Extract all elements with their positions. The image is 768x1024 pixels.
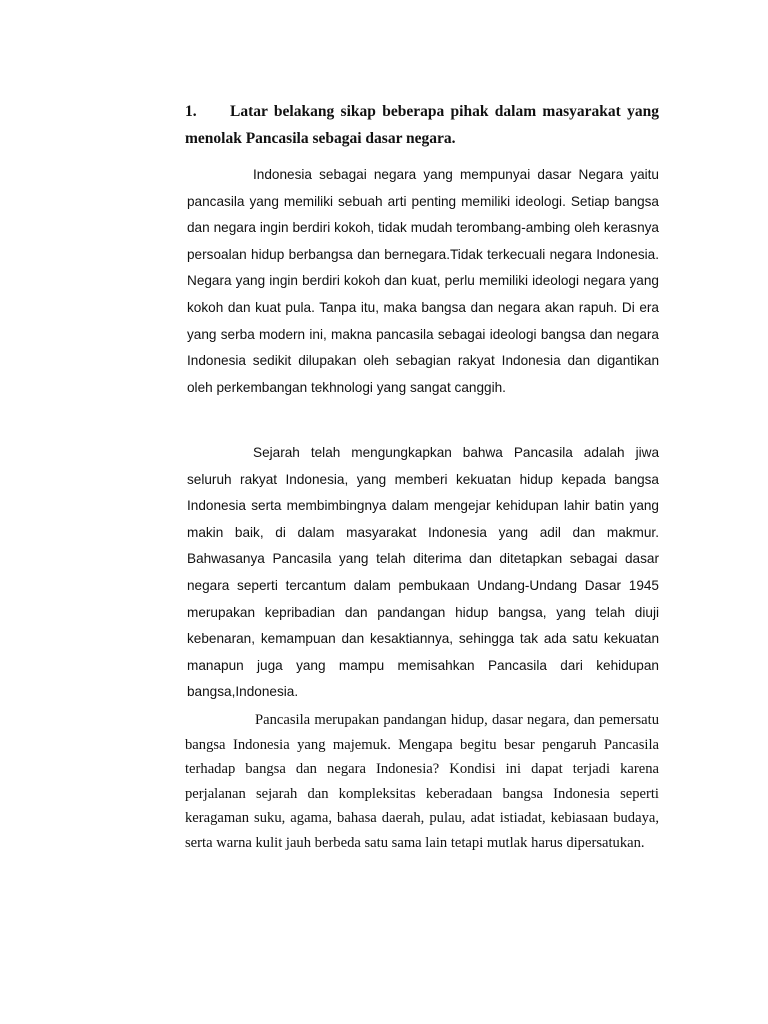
heading-text: Latar belakang sikap beberapa pihak dalam masyarakat yang menolak Pancasila sebagai dasar negara. [185, 103, 659, 147]
heading-number: 1. [185, 103, 197, 120]
paragraph-ideology: Indonesia sebagai negara yang mempunyai dasar Negara yaitu pancasila yang memiliki sebuah arti penting memiliki ideologi. Setiap bangsa dan negara ingin berdiri kokoh, tidak mudah terombang-ambing oleh kerasnya persoalan hidup berbangsa dan bernegara.Tidak terkecuali negara Indonesia. Negara yang ingin berdiri kokoh dan kuat, perlu memiliki ideologi negara yang kokoh dan kuat pula. Tanpa itu, maka bangsa dan negara akan rapuh. Di era yang serba modern ini, makna pancasila sebagai ideologi bangsa dan negara Indonesia sedikit dilupakan oleh sebagian rakyat Indonesia dan digantikan oleh perkembangan tekhnologi yang sangat canggih. [187, 167, 659, 395]
paragraph-history: Sejarah telah mengungkapkan bahwa Pancasila adalah jiwa seluruh rakyat Indonesia, yang memberi kekuatan hidup kepada bangsa Indonesia serta membimbingnya dalam mengejar kehidupan lahir batin yang makin baik, di dalam masyarakat Indonesia yang adil dan makmur. Bahwasanya Pancasila yang telah diterima dan ditetapkan sebagai dasar negara seperti tercantum dalam pembukaan Undang-Undang Dasar 1945 merupakan kepribadian dan pandangan hidup bangsa, yang telah diuji kebenaran, kemampuan dan kesaktiannya, sehingga tak ada satu kekuatan manapun juga yang mampu memisahkan Pancasila dari kehidupan bangsa,Indonesia. [187, 445, 659, 700]
section-heading [185, 98, 659, 152]
paragraph-unity: Pancasila merupakan pandangan hidup, dasar negara, dan pemersatu bangsa Indonesia yang majemuk. Mengapa begitu besar pengaruh Pancasila terhadap bangsa dan negara Indonesia? Kondisi ini dapat terjadi karena perjalanan sejarah dan kompleksitas keberadaan bangsa Indonesia seperti keragaman suku, agama, bahasa daerah, pulau, adat istiadat, kebiasaan budaya, serta warna kulit jauh berbeda satu sama lain tetapi mutlak harus dipersatukan. [185, 712, 659, 851]
